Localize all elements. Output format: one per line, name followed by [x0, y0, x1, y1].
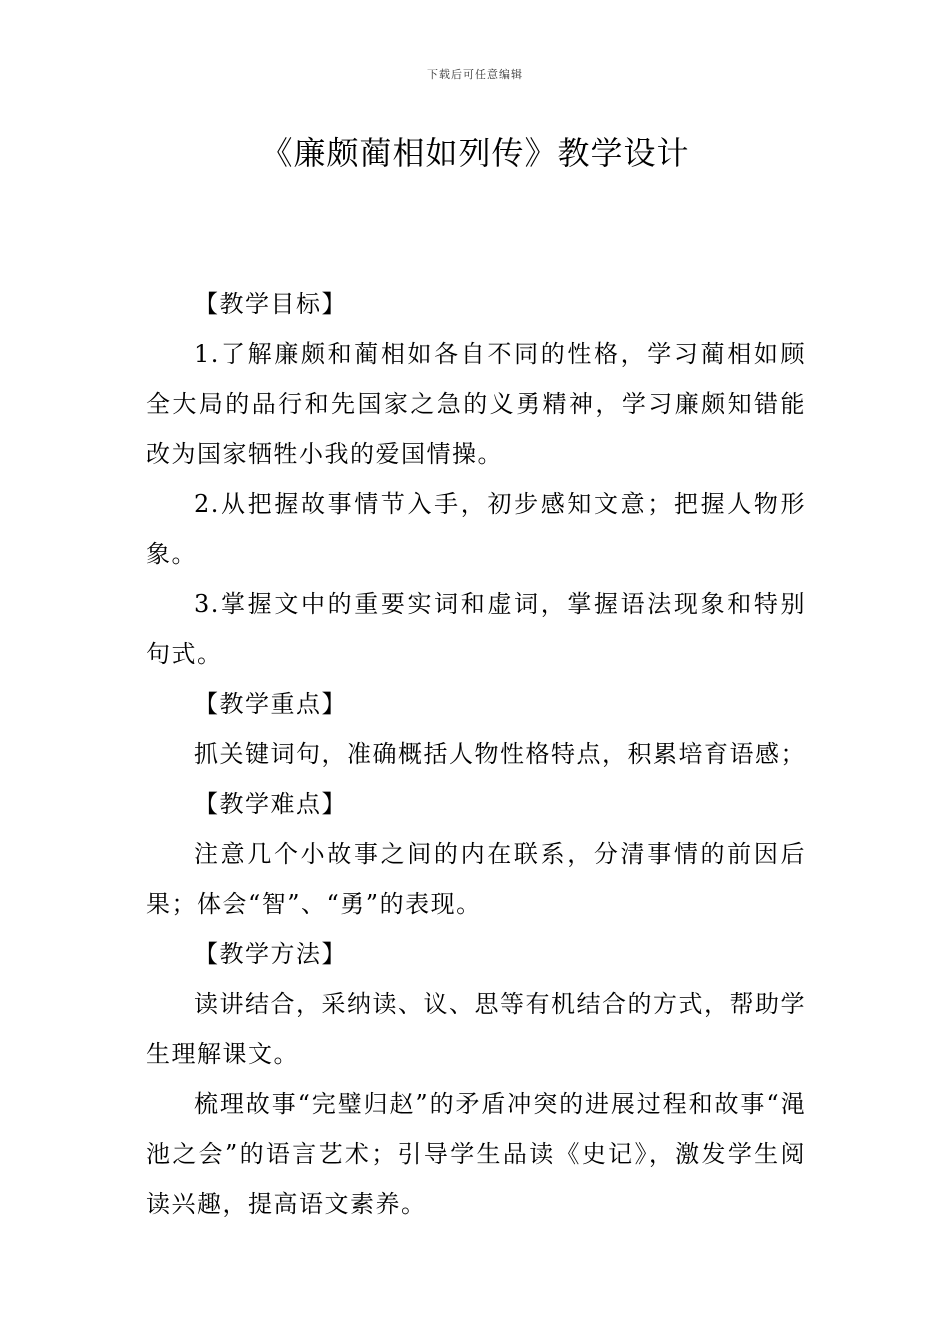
objective-paragraph-2: 2.从把握故事情节入手，初步感知文意；把握人物形象。 [146, 490, 806, 568]
section-heading-difficulties: 【教学难点】 [194, 790, 347, 818]
section-heading-objectives: 【教学目标】 [194, 290, 347, 318]
objective-paragraph-1: 1.了解廉颇和蔺相如各自不同的性格，学习蔺相如顾全大局的品行和先国家之急的义勇精神，学习廉颇知错能改为国家牺牲小我的爱国情操。 [146, 340, 806, 468]
methods-paragraph-1: 读讲结合，采纳读、议、思等有机结合的方式，帮助学生理解课文。 [146, 990, 806, 1068]
methods-paragraph-2: 梳理故事“完璧归赵”的矛盾冲突的进展过程和故事“渑池之会”的语言艺术；引导学生品读《史记》，激发学生阅读兴趣，提高语文素养。 [146, 1090, 806, 1218]
key-points-paragraph: 抓关键词句，准确概括人物性格特点，积累培育语感； [194, 740, 806, 768]
document-body [146, 279, 806, 1229]
objective-paragraph-3: 3.掌握文中的重要实词和虚词，掌握语法现象和特别句式。 [146, 590, 806, 668]
difficulties-paragraph: 注意几个小故事之间的内在联系，分清事情的前因后果；体会“智”、“勇”的表现。 [146, 840, 806, 918]
document-title: 《廉颇蔺相如列传》教学设计 [260, 134, 690, 172]
header-note: 下载后可任意编辑 [427, 68, 523, 81]
section-heading-key-points: 【教学重点】 [194, 690, 347, 718]
section-heading-methods: 【教学方法】 [194, 940, 347, 968]
